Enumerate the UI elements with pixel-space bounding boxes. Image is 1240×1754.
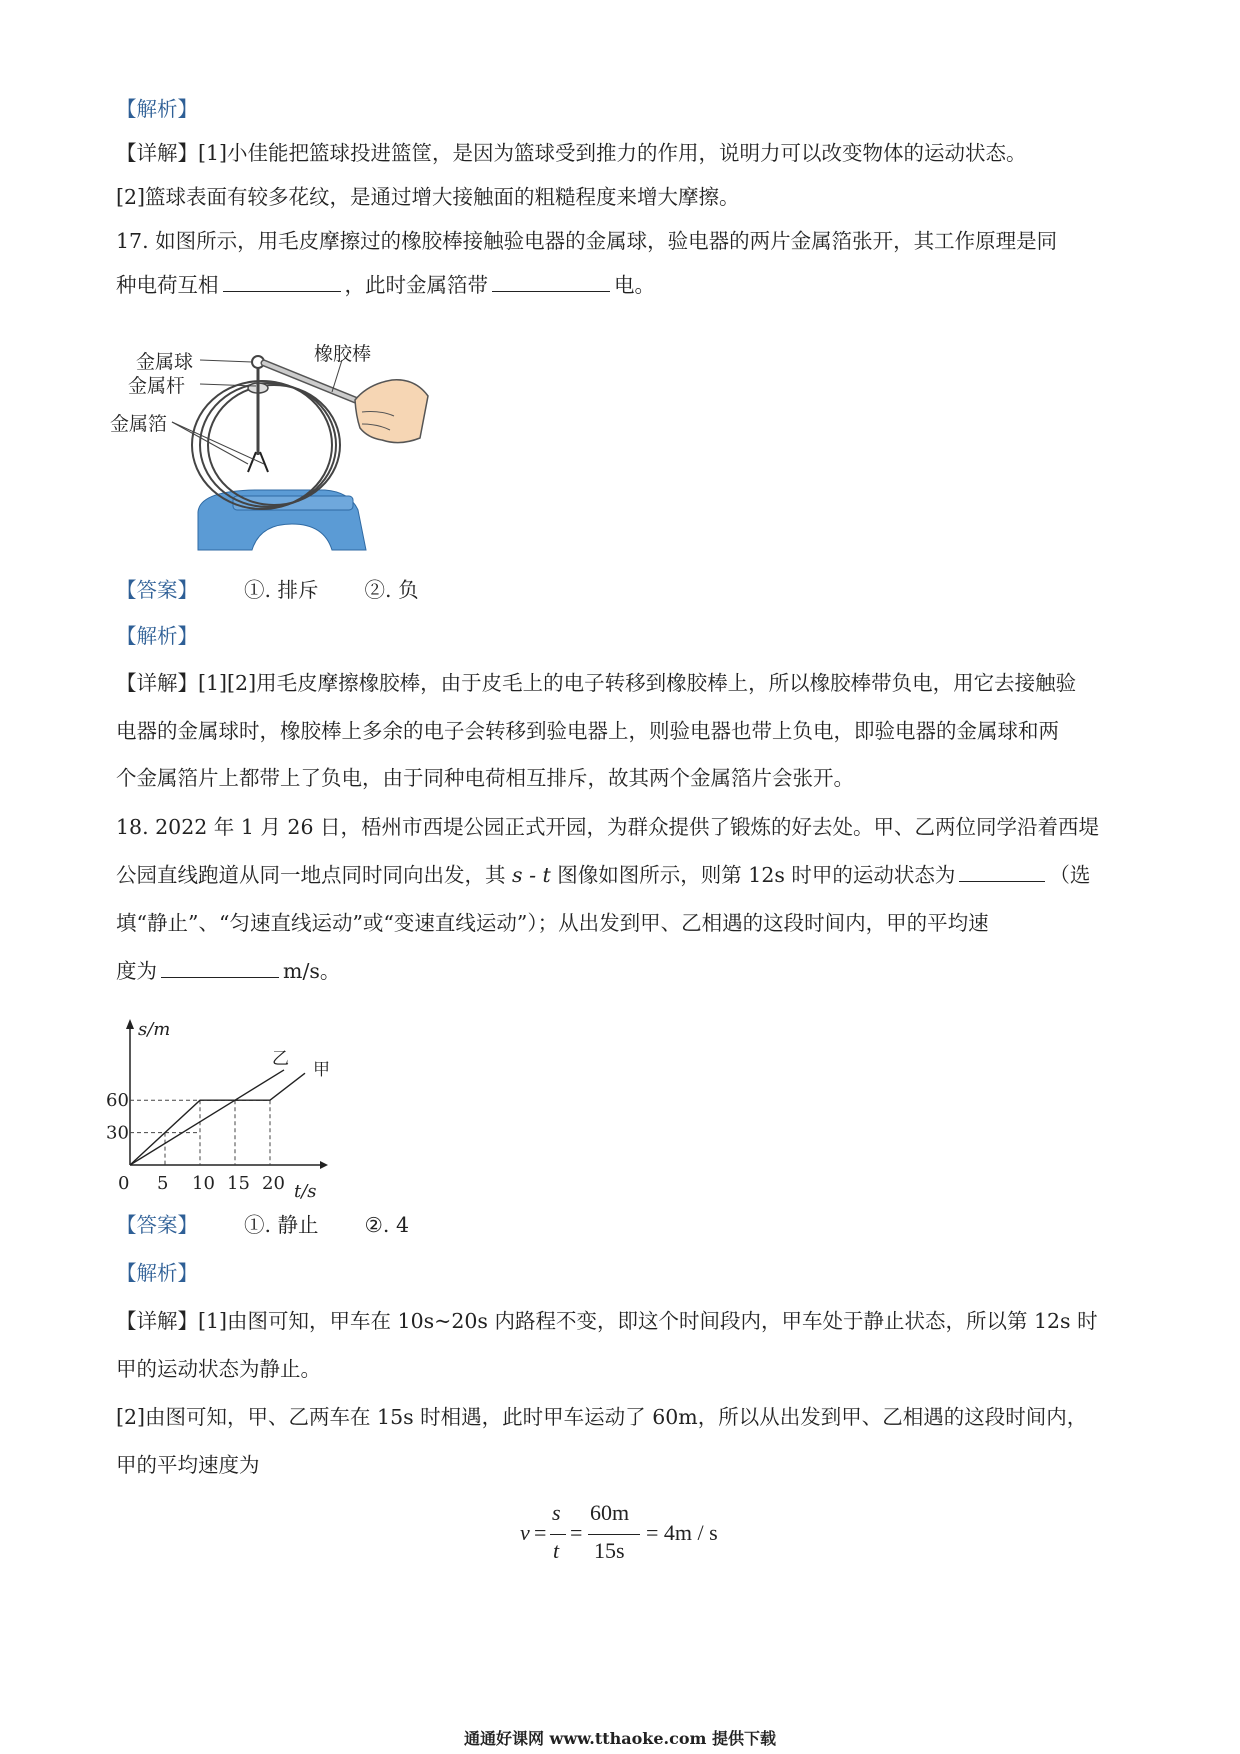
- y-axis-arrow: [126, 1019, 134, 1029]
- detail-tag: 【详解】: [116, 671, 198, 695]
- series-line: [130, 1070, 284, 1165]
- question-18-text: 公园直线跑道从同一地点同时同向出发，其 s - t 图像如图所示，则第 12s 时甲的运动状态为 （选: [116, 863, 1091, 887]
- fraction-bar: [550, 1534, 566, 1535]
- question-17-text: 种电荷互相 ，此时金属箔带 电。: [116, 273, 655, 297]
- analysis-tag: 【解析】: [116, 1261, 198, 1285]
- detail-paragraph: 甲的平均速度为: [116, 1453, 260, 1477]
- detail-paragraph: 【详解】[1]由图可知，甲车在 10s~20s 内路程不变，即这个时间段内，甲车处于静止状态，所以第 12s 时: [116, 1309, 1098, 1333]
- y-axis-label: s/m: [138, 1019, 171, 1040]
- x-tick-label: 5: [157, 1173, 169, 1194]
- detail-paragraph: 电器的金属球时，橡胶棒上多余的电子会转移到验电器上，则验电器也带上负电，即验电器的金属球和两: [116, 719, 1059, 743]
- answer-option: ①. 静止: [244, 1213, 319, 1237]
- detail-tag: 【详解】: [116, 1309, 198, 1333]
- question-17-text: 17. 如图所示，用毛皮摩擦过的橡胶棒接触验电器的金属球，验电器的两片金属箔张开，其工作原理是同: [116, 229, 1058, 253]
- page-footer: 通通好课网 www.tthaoke.com 提供下载: [463, 1729, 777, 1748]
- answer-blank[interactable]: [161, 959, 279, 978]
- x-tick-label: 10: [192, 1173, 215, 1194]
- question-18-text: 度为 m/s。: [116, 959, 341, 983]
- detail-paragraph: 个金属箔片上都带上了负电，由于同种电荷相互排斥，故其两个金属箔片会张开。: [116, 766, 854, 790]
- detail-paragraph: 甲的运动状态为静止。: [116, 1357, 321, 1381]
- label-metal-foil: 金属箔: [110, 413, 168, 435]
- answer-blank[interactable]: [492, 273, 610, 292]
- detail-paragraph: 【详解】[1]小佳能把篮球投进篮筐，是因为篮球受到推力的作用，说明力可以改变物体的运动状态。: [116, 141, 1027, 165]
- question-18-text: 18. 2022 年 1 月 26 日，梧州市西堤公园正式开园，为群众提供了锻炼的好去处。甲、乙两位同学沿着西堤: [116, 815, 1099, 839]
- velocity-formula: v = s t = 60m 15s = 4m / s: [520, 1500, 718, 1563]
- fraction-bar: [588, 1534, 640, 1535]
- x-axis-arrow: [320, 1161, 328, 1169]
- answer-option: ①. 排斥: [244, 578, 319, 602]
- answer-row: [116, 575, 419, 605]
- answer-tag: 【答案】: [116, 578, 198, 602]
- series-label: 乙: [272, 1048, 289, 1069]
- label-metal-rod: 金属杆: [128, 375, 186, 397]
- analysis-tag: 【解析】: [116, 97, 198, 121]
- x-axis-label: t/s: [294, 1181, 317, 1202]
- x-tick-label: 15: [227, 1173, 250, 1194]
- detail-tag: 【详解】: [116, 141, 198, 165]
- x-tick-label: 20: [262, 1173, 285, 1194]
- y-tick-label: 60: [106, 1090, 129, 1112]
- series-label: 甲: [313, 1060, 330, 1081]
- answer-option: ②. 负: [364, 578, 419, 602]
- s-t-chart: [106, 1005, 390, 1202]
- label-rubber-rod: 橡胶棒: [314, 343, 372, 365]
- electroscope-figure: [110, 340, 480, 555]
- answer-row: [116, 1210, 409, 1240]
- detail-paragraph: 【详解】[1][2]用毛皮摩擦橡胶棒，由于皮毛上的电子转移到橡胶棒上，所以橡胶棒带负电，用它去接触验: [116, 671, 1077, 695]
- detail-paragraph: [2]篮球表面有较多花纹，是通过增大接触面的粗糙程度来增大摩擦。: [116, 185, 740, 209]
- origin-label: 0: [118, 1173, 130, 1194]
- y-tick-label: 30: [106, 1122, 129, 1144]
- answer-tag: 【答案】: [116, 1213, 198, 1237]
- answer-option: ②. 4: [364, 1213, 410, 1237]
- detail-paragraph: [2]由图可知，甲、乙两车在 15s 时相遇，此时甲车运动了 60m，所以从出发到甲、乙相遇的这段时间内，: [116, 1405, 1088, 1429]
- answer-blank[interactable]: [223, 273, 341, 292]
- label-metal-ball: 金属球: [136, 351, 194, 373]
- question-18-text: 填“静止”、“匀速直线运动”或“变速直线运动”）；从出发到甲、乙相遇的这段时间内，甲的平均速: [116, 911, 989, 935]
- answer-blank[interactable]: [959, 863, 1045, 882]
- analysis-tag: 【解析】: [116, 624, 198, 648]
- series-line: [130, 1073, 305, 1165]
